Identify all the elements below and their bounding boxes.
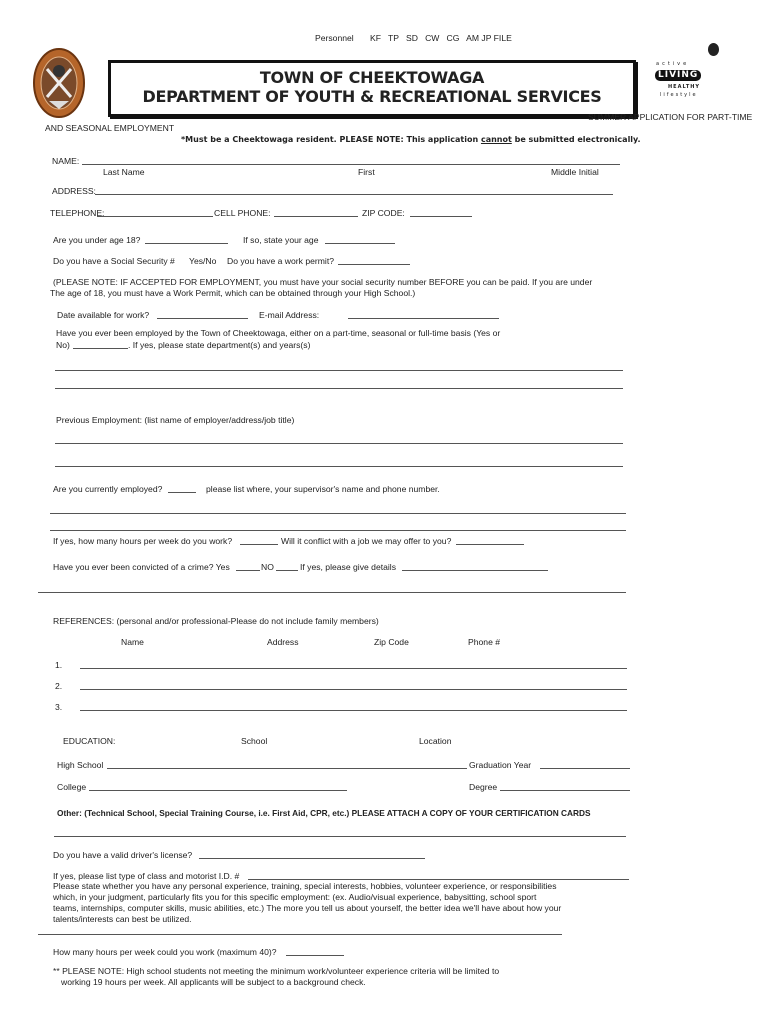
current-employer-line-1[interactable] [50,513,626,514]
education-heading: EDUCATION: [63,736,116,746]
current-employer-line-2[interactable] [50,530,626,531]
work-permit-question: Do you have a work permit? [227,256,334,266]
hours-could-work-field[interactable] [286,955,344,956]
list-where-label: please list where, your supervisor's name and phone number. [206,484,440,494]
experience-paragraph-line: Please state whether you have any personal experience, training, special interests, hobbies, volunteer experience, or responsibilities [53,881,557,891]
routing-codes: KF TP SD CW CG AM JP FILE [370,33,512,43]
ssn-note-line1: (PLEASE NOTE: IF ACCEPTED FOR EMPLOYMENT, you must have your social security number BEFORE you can be paid. If you are under [53,277,593,287]
final-note-line2: working 19 hours per week. All applicants will be subject to a background check. [61,977,366,987]
license-field[interactable] [199,858,425,859]
middle-initial-caption: Middle Initial [551,167,599,177]
logo-active: active [656,61,690,67]
convicted-no-field[interactable] [276,570,298,571]
email-field[interactable] [348,318,499,319]
convicted-question: Have you ever been convicted of a crime? Yes [53,562,230,572]
title-box [108,60,636,117]
motorist-id-field[interactable] [248,879,629,880]
details-field[interactable] [402,570,548,571]
reference-line-1[interactable] [80,668,627,669]
date-available-field[interactable] [157,318,248,319]
application-title-cont: AND SEASONAL EMPLOYMENT [45,123,175,133]
education-col-school: School [241,736,268,746]
ref-col-name: Name [121,637,144,647]
name-label: NAME: [52,156,80,166]
ref-row-number: 3. [55,702,63,712]
town-seal-logo [33,47,85,119]
conflict-question: Will it conflict with a job we may offer to you? [281,536,452,546]
cell-field[interactable] [274,216,358,217]
zip-field[interactable] [410,216,472,217]
motorist-id-question: If yes, please list type of class and motorist I.D. # [53,871,240,881]
logo-lifestyle: lifestyle [660,92,698,98]
degree-field[interactable] [500,790,630,791]
active-living-logo [652,43,722,99]
name-field[interactable] [82,164,620,165]
telephone-label: TELEPHONE: [50,208,105,218]
other-certifications-line[interactable] [54,836,626,837]
convicted-yes-field[interactable] [236,570,260,571]
ssn-yes-no[interactable]: Yes/No [189,256,217,266]
ref-row-number: 1. [55,660,63,670]
age-question: If so, state your age [243,235,319,245]
resident-notice: *Must be a Cheektowaga resident. PLEASE NOTE: This application cannot be submitted electronically. [181,135,641,144]
department-years-line-2[interactable] [55,388,623,389]
experience-paragraph-line: which, in your judgment, particularly fits you for this specific employment: (ex. Audio/visual experience, babysitting, school sport [53,892,537,902]
high-school-label: High School [57,760,104,770]
give-details-label: If yes, please give details [300,562,397,572]
college-label: College [57,782,87,792]
employed-before-followup: . If yes, please state department(s) and years(s) [128,340,311,350]
convicted-no-label: NO [261,562,274,572]
experience-line[interactable] [38,934,562,935]
title-line-1: TOWN OF CHEEKTOWAGA [259,68,485,87]
graduation-year-field[interactable] [540,768,630,769]
work-permit-field[interactable] [338,264,410,265]
experience-paragraph-line: talents/interests can best be utilized. [53,914,192,924]
logo-living: LIVING [655,70,701,81]
experience-paragraph-line: teams, internships, computer skills, music abilities, etc.) The more you tell us about yourself, the better idea we'll have about how your [53,903,562,913]
college-field[interactable] [89,790,347,791]
ssn-note-line2: The age of 18, you must have a Work Permit, which can be obtained through your High School.) [50,288,416,298]
hours-could-work-question: How many hours per week could you work (maximum 40)? [53,947,277,957]
globe-icon [708,43,719,56]
reference-line-2[interactable] [80,689,627,690]
high-school-field[interactable] [107,768,467,769]
telephone-field[interactable] [97,216,213,217]
other-certifications-label: Other: (Technical School, Special Training Course, i.e. First Aid, CPR, etc.) PLEASE ATTACH A COPY OF YOUR CERTIFICATION CARDS [57,808,591,818]
under18-question: Are you under age 18? [53,235,141,245]
education-col-location: Location [419,736,452,746]
age-field[interactable] [325,243,395,244]
email-label: E-mail Address: [259,310,320,320]
routing-label: Personnel [315,33,354,43]
last-name-caption: Last Name [103,167,145,177]
license-question: Do you have a valid driver's license? [53,850,193,860]
ssn-question: Do you have a Social Security # [53,256,175,266]
address-field[interactable] [95,194,613,195]
currently-employed-question: Are you currently employed? [53,484,163,494]
address-label: ADDRESS: [52,186,96,196]
title-line-2: DEPARTMENT OF YOUTH & RECREATIONAL SERVICES [142,87,602,106]
zip-label: ZIP CODE: [362,208,405,218]
final-note-line1: ** PLEASE NOTE: High school students not meeting the minimum work/volunteer experience criteria will be limited to [53,966,500,976]
logo-healthy: HEALTHY [668,84,701,90]
date-available-label: Date available for work? [57,310,150,320]
references-heading: REFERENCES: (personal and/or professional-Please do not include family members) [53,616,379,626]
graduation-year-label: Graduation Year [469,760,532,770]
hours-field[interactable] [240,544,278,545]
cell-label: CELL PHONE: [214,208,271,218]
under18-field[interactable] [145,243,228,244]
details-line[interactable] [38,592,626,593]
currently-employed-field[interactable] [168,492,196,493]
previous-employment-line-2[interactable] [55,466,623,467]
employed-before-no: No) [56,340,70,350]
ref-col-zip: Zip Code [374,637,409,647]
previous-employment-label: Previous Employment: (list name of employer/address/job title) [56,415,295,425]
employed-before-question: Have you ever been employed by the Town of Cheektowaga, either on a part-time, seasonal or full-time basis (Yes or [56,328,501,338]
hours-question: If yes, how many hours per week do you work? [53,536,233,546]
ref-row-number: 2. [55,681,63,691]
department-years-line-1[interactable] [55,370,623,371]
conflict-field[interactable] [456,544,524,545]
reference-line-3[interactable] [80,710,627,711]
previous-employment-line-1[interactable] [55,443,623,444]
ref-col-address: Address [267,637,299,647]
employed-before-field[interactable] [73,348,128,349]
ref-col-phone: Phone # [468,637,501,647]
first-name-caption: First [358,167,375,177]
degree-label: Degree [469,782,498,792]
application-title: SUMMER APPLICATION FOR PART-TIME [588,112,753,122]
